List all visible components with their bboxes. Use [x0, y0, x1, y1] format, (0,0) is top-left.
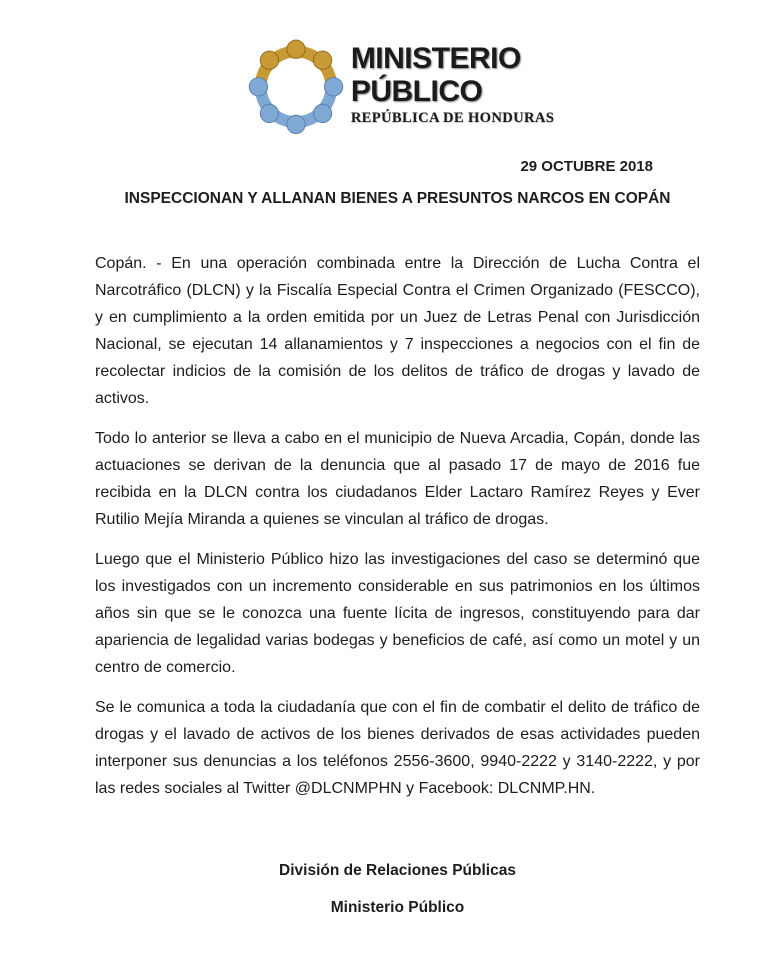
logo-wordmark-line2: PÚBLICO: [350, 75, 483, 108]
document-footer: [95, 857, 700, 931]
paragraph-contact: Se le comunica a toda la ciudadanía que con el fin de combatir el delito de tráfico de drogas y el lavado de activos de los bienes derivados de esas actividades pueden interponer sus denuncias a los teléfonos 2556-3600, 9940-2222 y 3140-2222, y por las redes sociales al Twitter @DLCNMPHN y Facebook: DLCNMP.HN.: [95, 699, 700, 797]
document-date: 29 OCTUBRE 2018: [520, 158, 653, 175]
logo-text: [351, 42, 554, 127]
logo-subtitle: REPÚBLICA DE HONDURAS: [350, 110, 555, 126]
paragraph-operation: Copán. - En una operación combinada entre la Dirección de Lucha Contra el Narcotráfico (DLCN) y la Fiscalía Especial Contra el Crimen Organizado (FESCCO), y en cumplimiento a la orden emitida por un Juez de Letras Penal con Jurisdicción Nacional, se ejecutan 14 allanamientos y 7 inspecciones a negocios con el fin de recolectar indicios de la comisión de los delitos de tráfico de drogas y lavado de activos.: [95, 255, 700, 407]
document-body: [95, 250, 700, 815]
document-title: INSPECCIONAN Y ALLANAN BIENES A PRESUNTOS NARCOS EN COPÁN: [124, 190, 671, 207]
paragraph-investigation: Luego que el Ministerio Público hizo las investigaciones del caso se determinó que los investigados con un incremento considerable en sus patrimonios en los últimos años sin que se le conozca una fuente lícita de ingresos, constituyendo para dar apariencia de legalidad varias bodegas y beneficios de café, así como un motel y un centro de comercio.: [95, 551, 700, 676]
footer-division: División de Relaciones Públicas: [279, 862, 516, 879]
logo: [95, 30, 700, 140]
footer-organization: Ministerio Público: [330, 899, 465, 916]
paragraph-location: Todo lo anterior se lleva a cabo en el municipio de Nueva Arcadia, Copán, donde las actuaciones se derivan de la denuncia que al pasado 17 de mayo de 2016 fue recibida en la DLCN contra los ciudadanos Elder Lactaro Ramírez Reyes y Ever Rutilio Mejía Miranda a quienes se vinculan al tráfico de drogas.: [95, 430, 700, 528]
ministerio-publico-emblem-icon: [241, 30, 351, 140]
emblem-gold-figures: [260, 40, 332, 69]
logo-wordmark-line1: MINISTERIO: [350, 42, 521, 75]
